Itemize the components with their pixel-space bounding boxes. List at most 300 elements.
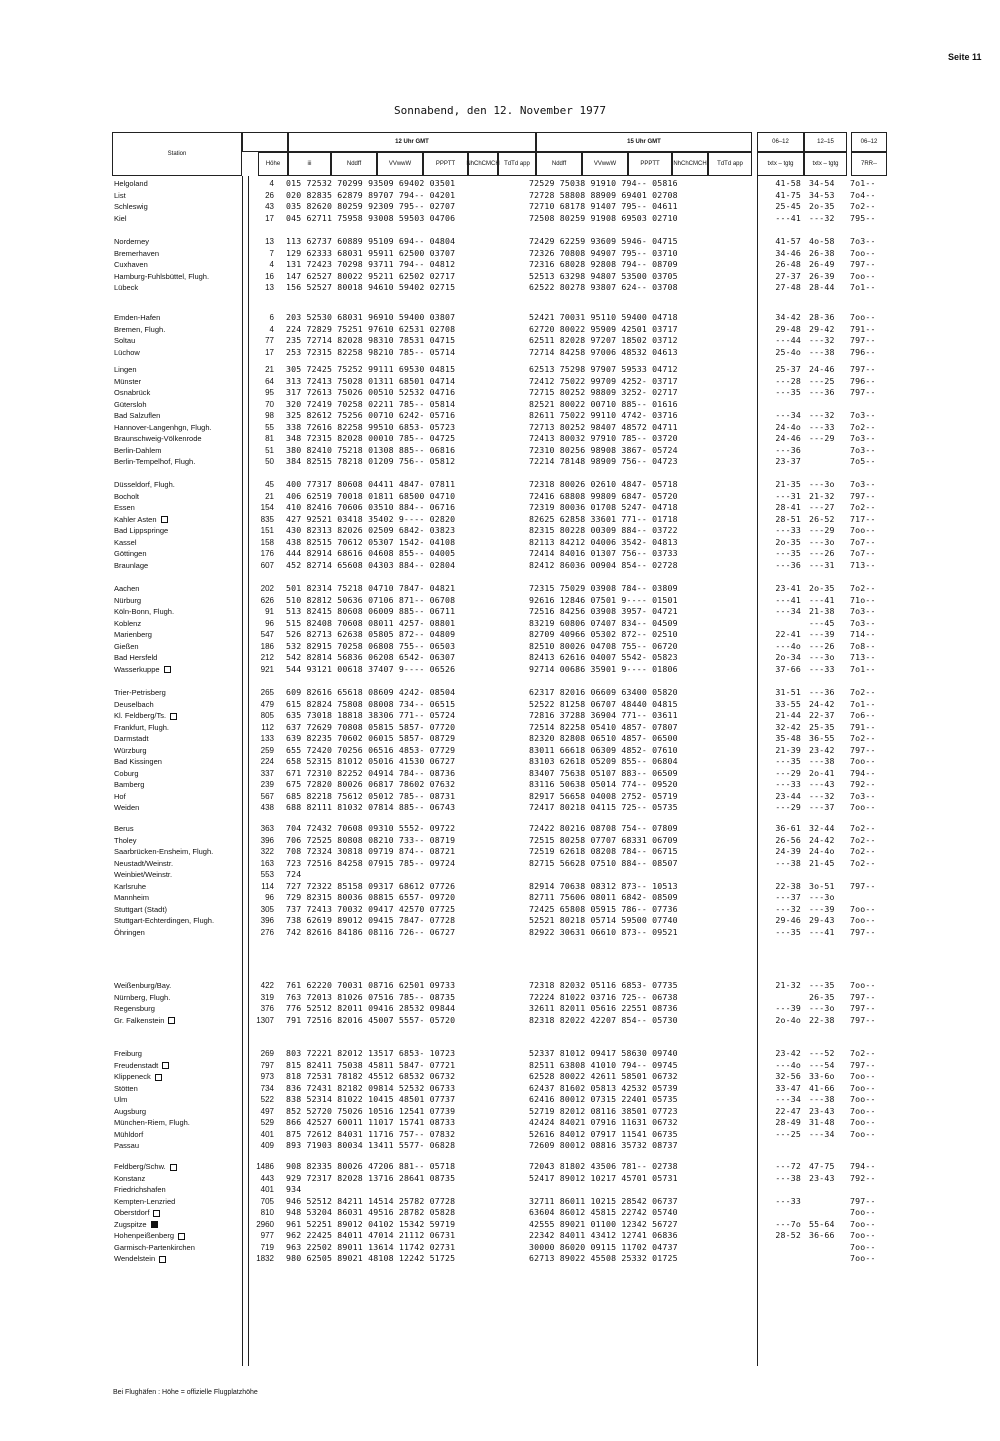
station-row — [112, 1015, 887, 1027]
observation-15-utc: 72315 75029 03908 784-- 03809 — [529, 583, 678, 593]
station-row — [112, 201, 887, 213]
station-row — [112, 745, 887, 757]
station-name: Stötten — [114, 1083, 138, 1093]
precipitation-code: 797-- — [850, 364, 876, 374]
observation-12-utc: 815 82411 75038 45811 5847- 07721 — [286, 1059, 456, 1070]
temp-range-06-12: 25-4o — [775, 346, 801, 357]
station-name: Köln-Bonn, Flugh. — [114, 607, 175, 616]
station-row — [112, 823, 887, 835]
station-height: 158 — [260, 537, 274, 547]
observation-15-utc: 72416 68808 99809 6847- 05720 — [529, 490, 678, 501]
temp-range-06-12: 37-66 — [775, 663, 801, 674]
station-name: Weinbiet/Weinstr. — [114, 870, 173, 879]
header-station: Station — [112, 132, 242, 176]
observation-12-utc: 738 62619 89012 09415 7847- 07728 — [286, 915, 456, 925]
precipitation-code: 7o3-- — [850, 410, 876, 420]
observation-12-utc: 929 72317 82028 13716 28641 08735 — [286, 1172, 456, 1183]
temp-range-12-15: ---29 — [809, 525, 835, 535]
station-name: Berlin-Dahlem — [114, 445, 162, 455]
observation-15-utc: 72519 62618 08208 784-- 06715 — [529, 846, 678, 856]
station-row — [112, 699, 887, 711]
precipitation-code: 7oo-- — [850, 525, 876, 535]
observation-15-utc: 83407 75638 05107 883-- 06509 — [529, 767, 678, 778]
observation-12-utc: 532 82915 70258 06808 755-- 06503 — [286, 640, 456, 651]
station-height: 186 — [260, 641, 274, 651]
temp-range-06-12: 22-47 — [775, 1105, 801, 1116]
observation-12-utc: 444 82914 68616 04608 855-- 04005 — [286, 548, 456, 558]
precipitation-code: 7oo-- — [850, 1241, 876, 1252]
station-height: 50 — [265, 457, 274, 466]
temp-range-12-15: ---26 — [809, 640, 835, 651]
station-height: 1832 — [256, 1254, 274, 1263]
station-row — [112, 904, 887, 916]
temp-range-12-15: ---33 — [809, 663, 835, 674]
temp-range-06-12: 2o-35 — [775, 536, 801, 547]
temp-range-12-15: 23-42 — [809, 744, 835, 755]
observation-15-utc: 82715 56628 07510 884-- 08507 — [529, 857, 678, 868]
temp-range-06-12: 21-35 — [775, 479, 801, 489]
observation-12-utc: 501 82314 75218 04710 7847- 04821 — [286, 583, 456, 593]
header-ppptt-15: PPPTT — [628, 152, 672, 176]
station-name: Saarbrücken-Ensheim, Flugh. — [114, 847, 214, 856]
station-height: 224 — [260, 757, 274, 766]
observation-15-utc: 82625 62858 33601 771-- 01718 — [529, 513, 678, 524]
observation-12-utc: 637 72629 70808 05815 5857- 07720 — [286, 721, 456, 732]
station-height: 112 — [261, 722, 274, 732]
precipitation-code: 797-- — [850, 744, 876, 755]
temp-range-12-15: 22-37 — [809, 710, 835, 720]
station-row — [112, 445, 887, 457]
temp-range-12-15: 2o-35 — [809, 201, 835, 211]
observation-12-utc: 131 72423 70298 93711 794-- 04812 — [286, 259, 456, 269]
station-name: Gütersloh — [114, 399, 147, 409]
temp-range-06-12: 41-57 — [775, 236, 801, 246]
station-height: 522 — [260, 1095, 274, 1104]
mountain-station-square-icon — [155, 1074, 162, 1081]
precipitation-code: 7o2-- — [850, 502, 876, 512]
precipitation-code: 7o3-- — [850, 606, 876, 616]
station-name: Regensburg — [114, 1004, 155, 1013]
observation-12-utc: 836 72431 82182 09814 52532 06733 — [286, 1082, 456, 1093]
station-row — [112, 1219, 887, 1231]
observation-15-utc: 32711 86011 10215 28542 06737 — [529, 1195, 678, 1206]
station-height: 154 — [260, 503, 274, 512]
observation-12-utc: 320 72419 70258 02211 785-- 05814 — [286, 398, 456, 409]
temp-range-12-15: ---31 — [809, 559, 835, 570]
observation-12-utc: 727 72322 85158 09317 68612 07726 — [286, 880, 456, 891]
observation-15-utc: 82413 62616 04007 5542- 05823 — [529, 652, 678, 662]
station-height: 96 — [265, 618, 274, 628]
temp-range-06-12: 21-39 — [775, 744, 801, 755]
station-row — [112, 1129, 887, 1141]
observation-15-utc: 72316 68028 92808 794-- 08709 — [529, 259, 678, 269]
station-row — [112, 846, 887, 858]
observation-15-utc: 32611 82011 05616 22551 08736 — [529, 1003, 678, 1013]
temp-range-06-12: 24-4o — [775, 421, 801, 432]
temp-range-12-15: 21-32 — [809, 490, 835, 501]
precipitation-code: 7o8-- — [850, 640, 876, 651]
mountain-station-square-icon — [178, 1233, 185, 1240]
station-height: 77 — [265, 336, 274, 345]
header-12-uhr: 12 Uhr GMT — [288, 132, 536, 152]
temp-range-06-12: 26-48 — [775, 259, 801, 269]
observation-12-utc: 452 82714 65608 04303 884-- 02804 — [286, 559, 456, 570]
observation-15-utc: 72816 37288 36904 771-- 03611 — [529, 710, 678, 720]
precipitation-code: 791-- — [850, 323, 876, 334]
precipitation-code: 7oo-- — [850, 1082, 876, 1093]
station-name: Marienberg — [114, 630, 152, 639]
station-row — [112, 618, 887, 630]
temp-range-12-15: 3o-51 — [809, 880, 835, 891]
station-row — [112, 858, 887, 870]
precipitation-code: 7oo-- — [850, 1105, 876, 1116]
station-row — [112, 548, 887, 560]
observation-12-utc: 704 72432 70608 09310 5552- 09722 — [286, 823, 456, 833]
station-name: Essen — [114, 503, 135, 512]
station-height: 13 — [265, 237, 274, 246]
observation-15-utc: 72422 80216 08708 754-- 07809 — [529, 823, 678, 833]
station-height: 133 — [260, 734, 274, 743]
station-row — [112, 1207, 887, 1219]
station-height: 705 — [260, 1196, 274, 1206]
temp-range-06-12: ---36 — [775, 444, 801, 455]
observation-12-utc: 763 72013 81026 07516 785-- 08735 — [286, 991, 456, 1002]
footnote: Bei Flughäfen : Höhe = offizielle Flugplatzhöhe — [113, 1389, 258, 1396]
station-row — [112, 1196, 887, 1208]
station-height: 734 — [260, 1083, 274, 1093]
precipitation-code: 7o2-- — [850, 583, 876, 593]
station-name: Bamberg — [114, 780, 145, 789]
station-height: 1307 — [256, 1015, 274, 1025]
station-height: 607 — [260, 560, 274, 570]
observation-12-utc: 544 93121 00618 37407 9---- 06526 — [286, 663, 456, 674]
observation-12-utc: 609 82616 65618 08609 4242- 08504 — [286, 687, 456, 697]
station-row — [112, 980, 887, 992]
temp-range-12-15: ---32 — [809, 790, 835, 801]
mountain-station-square-icon — [159, 1256, 166, 1263]
temp-range-12-15: ---32 — [809, 335, 835, 345]
station-height: 719 — [260, 1242, 274, 1252]
precipitation-code: 7o2-- — [850, 687, 876, 697]
observation-15-utc: 72414 84016 01307 756-- 03733 — [529, 548, 678, 558]
station-name: Weiden — [114, 803, 140, 812]
station-height: 1486 — [256, 1162, 274, 1171]
observation-12-utc: 706 72525 80808 08210 733-- 08719 — [286, 834, 456, 845]
observation-15-utc: 52421 70031 95110 59400 04718 — [529, 312, 678, 322]
station-row — [112, 491, 887, 503]
station-height: 96 — [265, 893, 274, 902]
precipitation-code: 7oo-- — [850, 1128, 876, 1139]
station-row — [112, 1060, 887, 1072]
station-row — [112, 410, 887, 422]
precipitation-code: 7oo-- — [850, 270, 876, 281]
temp-range-06-12: 41-75 — [775, 189, 801, 200]
station-name: Neustadt/Weinstr. — [114, 858, 174, 868]
station-row — [112, 248, 887, 260]
temp-range-12-15: 41-66 — [809, 1082, 835, 1093]
station-height: 553 — [260, 870, 274, 879]
temp-range-06-12: 28-49 — [775, 1117, 801, 1127]
observation-12-utc: 729 82315 80036 08815 6557- 09720 — [286, 892, 456, 902]
observation-15-utc: 72318 80026 02610 4847- 05718 — [529, 479, 678, 489]
station-name: Mannheim — [114, 893, 150, 902]
station-name: Lüchow — [114, 347, 140, 357]
station-height: 151 — [260, 526, 274, 535]
station-row — [112, 1083, 887, 1095]
header-temp-1: txtx – tgtg — [757, 152, 804, 176]
station-row — [112, 1253, 887, 1265]
temp-range-06-12: 27-48 — [775, 282, 801, 292]
station-name: Berus — [114, 824, 134, 833]
precipitation-code: 7oo-- — [850, 247, 876, 258]
station-row — [112, 422, 887, 434]
station-height: 7 — [269, 248, 274, 258]
station-height: 497 — [260, 1106, 274, 1116]
temp-range-06-12: 28-51 — [775, 513, 801, 524]
temp-range-06-12: 32-42 — [775, 721, 801, 732]
temp-range-06-12: ---29 — [775, 802, 801, 812]
precipitation-code: 713-- — [850, 559, 876, 570]
station-row — [112, 282, 887, 294]
observation-15-utc: 63604 86012 45815 22742 05740 — [529, 1207, 678, 1217]
temp-range-06-12: ---39 — [775, 1003, 801, 1013]
temp-range-12-15: ---33 — [809, 421, 835, 432]
temp-range-12-15: 32-44 — [809, 823, 835, 833]
observation-12-utc: 313 72413 75028 01311 68501 04714 — [286, 375, 456, 386]
temp-range-06-12: 23-44 — [775, 790, 801, 801]
header-hoehe: Höhe — [258, 152, 288, 176]
station-height: 81 — [265, 434, 274, 443]
temp-range-06-12: 24-46 — [775, 433, 801, 443]
temp-range-12-15: 24-4o — [809, 846, 835, 856]
temp-range-12-15: 33-6o — [809, 1071, 835, 1081]
temp-range-12-15: 29-42 — [809, 323, 835, 334]
temp-range-06-12: 28-41 — [775, 502, 801, 512]
header-nhcl-15: NhChCMCH — [672, 152, 708, 176]
observation-15-utc: 62713 89022 45508 25332 01725 — [529, 1253, 678, 1263]
station-name: Soltau — [114, 336, 136, 345]
station-name: Lingen — [114, 365, 137, 374]
temp-range-06-12: 2o-4o — [775, 1014, 801, 1025]
station-row — [112, 629, 887, 641]
observation-15-utc: 72412 75022 99709 4252- 03717 — [529, 375, 678, 386]
station-row — [112, 1173, 887, 1185]
station-height: 547 — [260, 630, 274, 639]
mountain-station-square-icon — [170, 713, 177, 720]
station-name: Kiel — [114, 213, 127, 223]
observation-12-utc: 317 72613 75026 00510 52532 04716 — [286, 387, 456, 397]
station-height: 163 — [260, 858, 274, 868]
temp-range-06-12: ---32 — [775, 903, 801, 914]
temp-range-12-15: 26-52 — [809, 513, 835, 524]
temp-range-12-15: 28-44 — [809, 282, 835, 292]
observation-15-utc: 52616 84012 07917 11541 06735 — [529, 1128, 678, 1139]
station-height: 396 — [260, 835, 274, 845]
station-height: 13 — [265, 283, 274, 292]
temp-range-12-15: 28-36 — [809, 312, 835, 322]
observation-15-utc: 62513 75298 97907 59533 04712 — [529, 364, 678, 374]
temp-range-06-12: ---38 — [775, 857, 801, 868]
precipitation-code: 7o2-- — [850, 733, 876, 743]
station-row — [112, 537, 887, 549]
temp-range-12-15: 21-45 — [809, 857, 835, 868]
station-row — [112, 335, 887, 347]
observation-12-utc: 156 52527 80018 94610 59402 02715 — [286, 282, 456, 292]
station-group — [112, 364, 887, 468]
precipitation-code: 795-- — [850, 212, 876, 223]
temp-range-06-12: ---33 — [775, 1195, 801, 1206]
station-name: Düsseldorf, Flugh. — [114, 480, 175, 489]
temp-range-12-15: ---54 — [809, 1059, 835, 1070]
station-height: 114 — [261, 881, 274, 891]
header-nddff-12: Nddff — [331, 152, 377, 176]
observation-12-utc: 671 72310 82252 04914 784-- 08736 — [286, 767, 456, 778]
precipitation-code: 7o5-- — [850, 456, 876, 466]
observation-12-utc: 818 72531 78182 45512 68532 06732 — [286, 1071, 456, 1081]
precipitation-code: 7o2-- — [850, 1048, 876, 1058]
observation-15-utc: 72710 68178 91407 795-- 04611 — [529, 201, 678, 211]
precipitation-code: 7o2-- — [850, 846, 876, 856]
temp-range-12-15: 24-42 — [809, 698, 835, 709]
precipitation-code: 797-- — [850, 926, 876, 937]
station-row — [112, 399, 887, 411]
observation-12-utc: 724 — [286, 869, 302, 879]
station-row — [112, 271, 887, 283]
mountain-station-square-icon — [164, 666, 171, 673]
precipitation-code: 7oo-- — [850, 1071, 876, 1081]
temp-range-06-12: ---35 — [775, 548, 801, 558]
temp-range-12-15: ---29 — [809, 433, 835, 443]
station-row — [112, 525, 887, 537]
precipitation-code: 7oo-- — [850, 1230, 876, 1240]
station-name: Würzburg — [114, 745, 147, 755]
temp-range-06-12: 21-44 — [775, 710, 801, 720]
temp-range-12-15: 24-46 — [809, 364, 835, 374]
temp-range-06-12: 35-48 — [775, 733, 801, 743]
observation-12-utc: 635 73018 18818 38306 771-- 05724 — [286, 710, 456, 720]
observation-15-utc: 72714 84258 97006 48532 04613 — [529, 346, 678, 357]
station-group — [112, 687, 887, 814]
station-name: Helgoland — [114, 179, 148, 188]
observation-12-utc: 708 72324 30818 09719 874-- 08721 — [286, 846, 456, 856]
station-row — [112, 652, 887, 664]
temp-range-12-15: 47-75 — [809, 1161, 835, 1171]
station-height: 973 — [260, 1072, 274, 1081]
station-name: Trier-Petrisberg — [114, 688, 166, 697]
station-name: Nürnberg, Flugh. — [114, 992, 171, 1002]
temp-range-06-12: 21-32 — [775, 980, 801, 990]
precipitation-code: 797-- — [850, 1059, 876, 1070]
station-height: 21 — [265, 491, 274, 501]
temp-range-12-15: ---52 — [809, 1048, 835, 1058]
station-row — [112, 213, 887, 225]
temp-range-06-12: 22-41 — [775, 629, 801, 639]
precipitation-code: 7o1-- — [850, 663, 876, 674]
observation-12-utc: 147 62527 80022 95211 62502 02717 — [286, 270, 456, 281]
observation-15-utc: 52513 63298 94807 53500 03705 — [529, 270, 678, 281]
observation-12-utc: 427 92521 03418 35402 9---- 02820 — [286, 513, 456, 524]
station-row — [112, 1140, 887, 1152]
temp-range-12-15: ---38 — [809, 1094, 835, 1104]
station-row — [112, 892, 887, 904]
precipitation-code: 7oo-- — [850, 802, 876, 812]
observation-15-utc: 82113 84212 04006 3542- 04813 — [529, 536, 678, 547]
temp-range-12-15: 26-35 — [809, 991, 835, 1002]
station-row — [112, 376, 887, 388]
station-name: Berlin-Tempelhof, Flugh. — [114, 457, 196, 466]
observation-15-utc: 82711 75606 08011 6842- 08509 — [529, 892, 678, 902]
station-height: 4 — [269, 260, 274, 269]
observation-12-utc: 655 72420 70256 06516 4853- 07729 — [286, 744, 456, 755]
station-row — [112, 433, 887, 445]
station-row — [112, 756, 887, 768]
station-name: Öhringen — [114, 927, 145, 937]
observation-15-utc: 83116 50638 05014 774-- 09520 — [529, 779, 678, 789]
temp-range-06-12: 28-52 — [775, 1230, 801, 1240]
observation-12-utc: 934 — [286, 1184, 302, 1194]
station-name: Norderney — [114, 237, 150, 246]
observation-12-utc: 852 52720 75026 10516 12541 07739 — [286, 1105, 456, 1116]
station-height: 55 — [265, 422, 274, 432]
station-name: Lübeck — [114, 283, 139, 292]
temp-range-06-12: 25-45 — [775, 201, 801, 211]
observation-15-utc: 72609 80012 08816 35732 08737 — [529, 1140, 678, 1150]
station-name: Ulm — [114, 1095, 128, 1104]
station-name: Emden-Hafen — [114, 313, 161, 322]
observation-15-utc: 82510 80026 04708 755-- 06720 — [529, 640, 678, 651]
station-height: 479 — [260, 699, 274, 709]
station-name: Stuttgart-Echterdingen, Flugh. — [114, 916, 215, 925]
observation-12-utc: 658 52315 81012 05016 41530 06727 — [286, 756, 456, 766]
page-number: Seite 11 — [948, 52, 982, 62]
station-row — [112, 733, 887, 745]
station-name: Karlsruhe — [114, 881, 147, 891]
station-name: Tholey — [114, 835, 137, 845]
observation-12-utc: 776 52512 82011 09416 28532 09844 — [286, 1003, 456, 1013]
station-name: Darmstadt — [114, 734, 149, 743]
station-name: Konstanz — [114, 1173, 146, 1183]
temp-range-06-12: ---72 — [775, 1161, 801, 1171]
observation-12-utc: 015 72532 70299 93509 69402 03501 — [286, 178, 456, 188]
temp-range-12-15: ---38 — [809, 346, 835, 357]
observation-15-utc: 82511 63808 41010 794-- 09745 — [529, 1059, 678, 1070]
observation-12-utc: 615 82824 75808 08008 734-- 06515 — [286, 698, 456, 709]
station-name: Bad Kissingen — [114, 757, 162, 766]
page-title: Sonnabend, den 12. November 1977 — [394, 104, 606, 117]
precipitation-code: 792-- — [850, 1172, 876, 1183]
precipitation-code: 7o3-- — [850, 433, 876, 443]
header-nhcl-12: NhChCMCH — [468, 152, 498, 176]
station-name: Frankfurt, Flugh. — [114, 722, 170, 732]
observation-15-utc: 92616 12846 07501 9---- 01501 — [529, 594, 678, 605]
station-name: Kl. Feldberg/Ts. — [114, 710, 254, 722]
station-row — [112, 779, 887, 791]
observation-15-utc: 72514 82258 05410 4857- 07807 — [529, 721, 678, 732]
station-name: Feldberg/Schw. — [114, 1161, 254, 1173]
observation-12-utc: 946 52512 84211 14514 25782 07728 — [286, 1195, 456, 1206]
temp-range-06-12: 34-46 — [775, 247, 801, 258]
temp-range-06-12: ---31 — [775, 490, 801, 501]
temp-range-12-15: ---3o — [809, 479, 835, 489]
station-row — [112, 324, 887, 336]
observation-15-utc: 72515 80258 07707 68331 06709 — [529, 834, 678, 845]
precipitation-code: 7o3-- — [850, 790, 876, 801]
precipitation-code: 792-- — [850, 779, 876, 789]
precipitation-code: 714-- — [850, 629, 876, 639]
observation-15-utc: 72319 80036 01708 5247- 04718 — [529, 502, 678, 512]
station-row — [112, 768, 887, 780]
temp-range-12-15: 55-64 — [809, 1218, 835, 1229]
